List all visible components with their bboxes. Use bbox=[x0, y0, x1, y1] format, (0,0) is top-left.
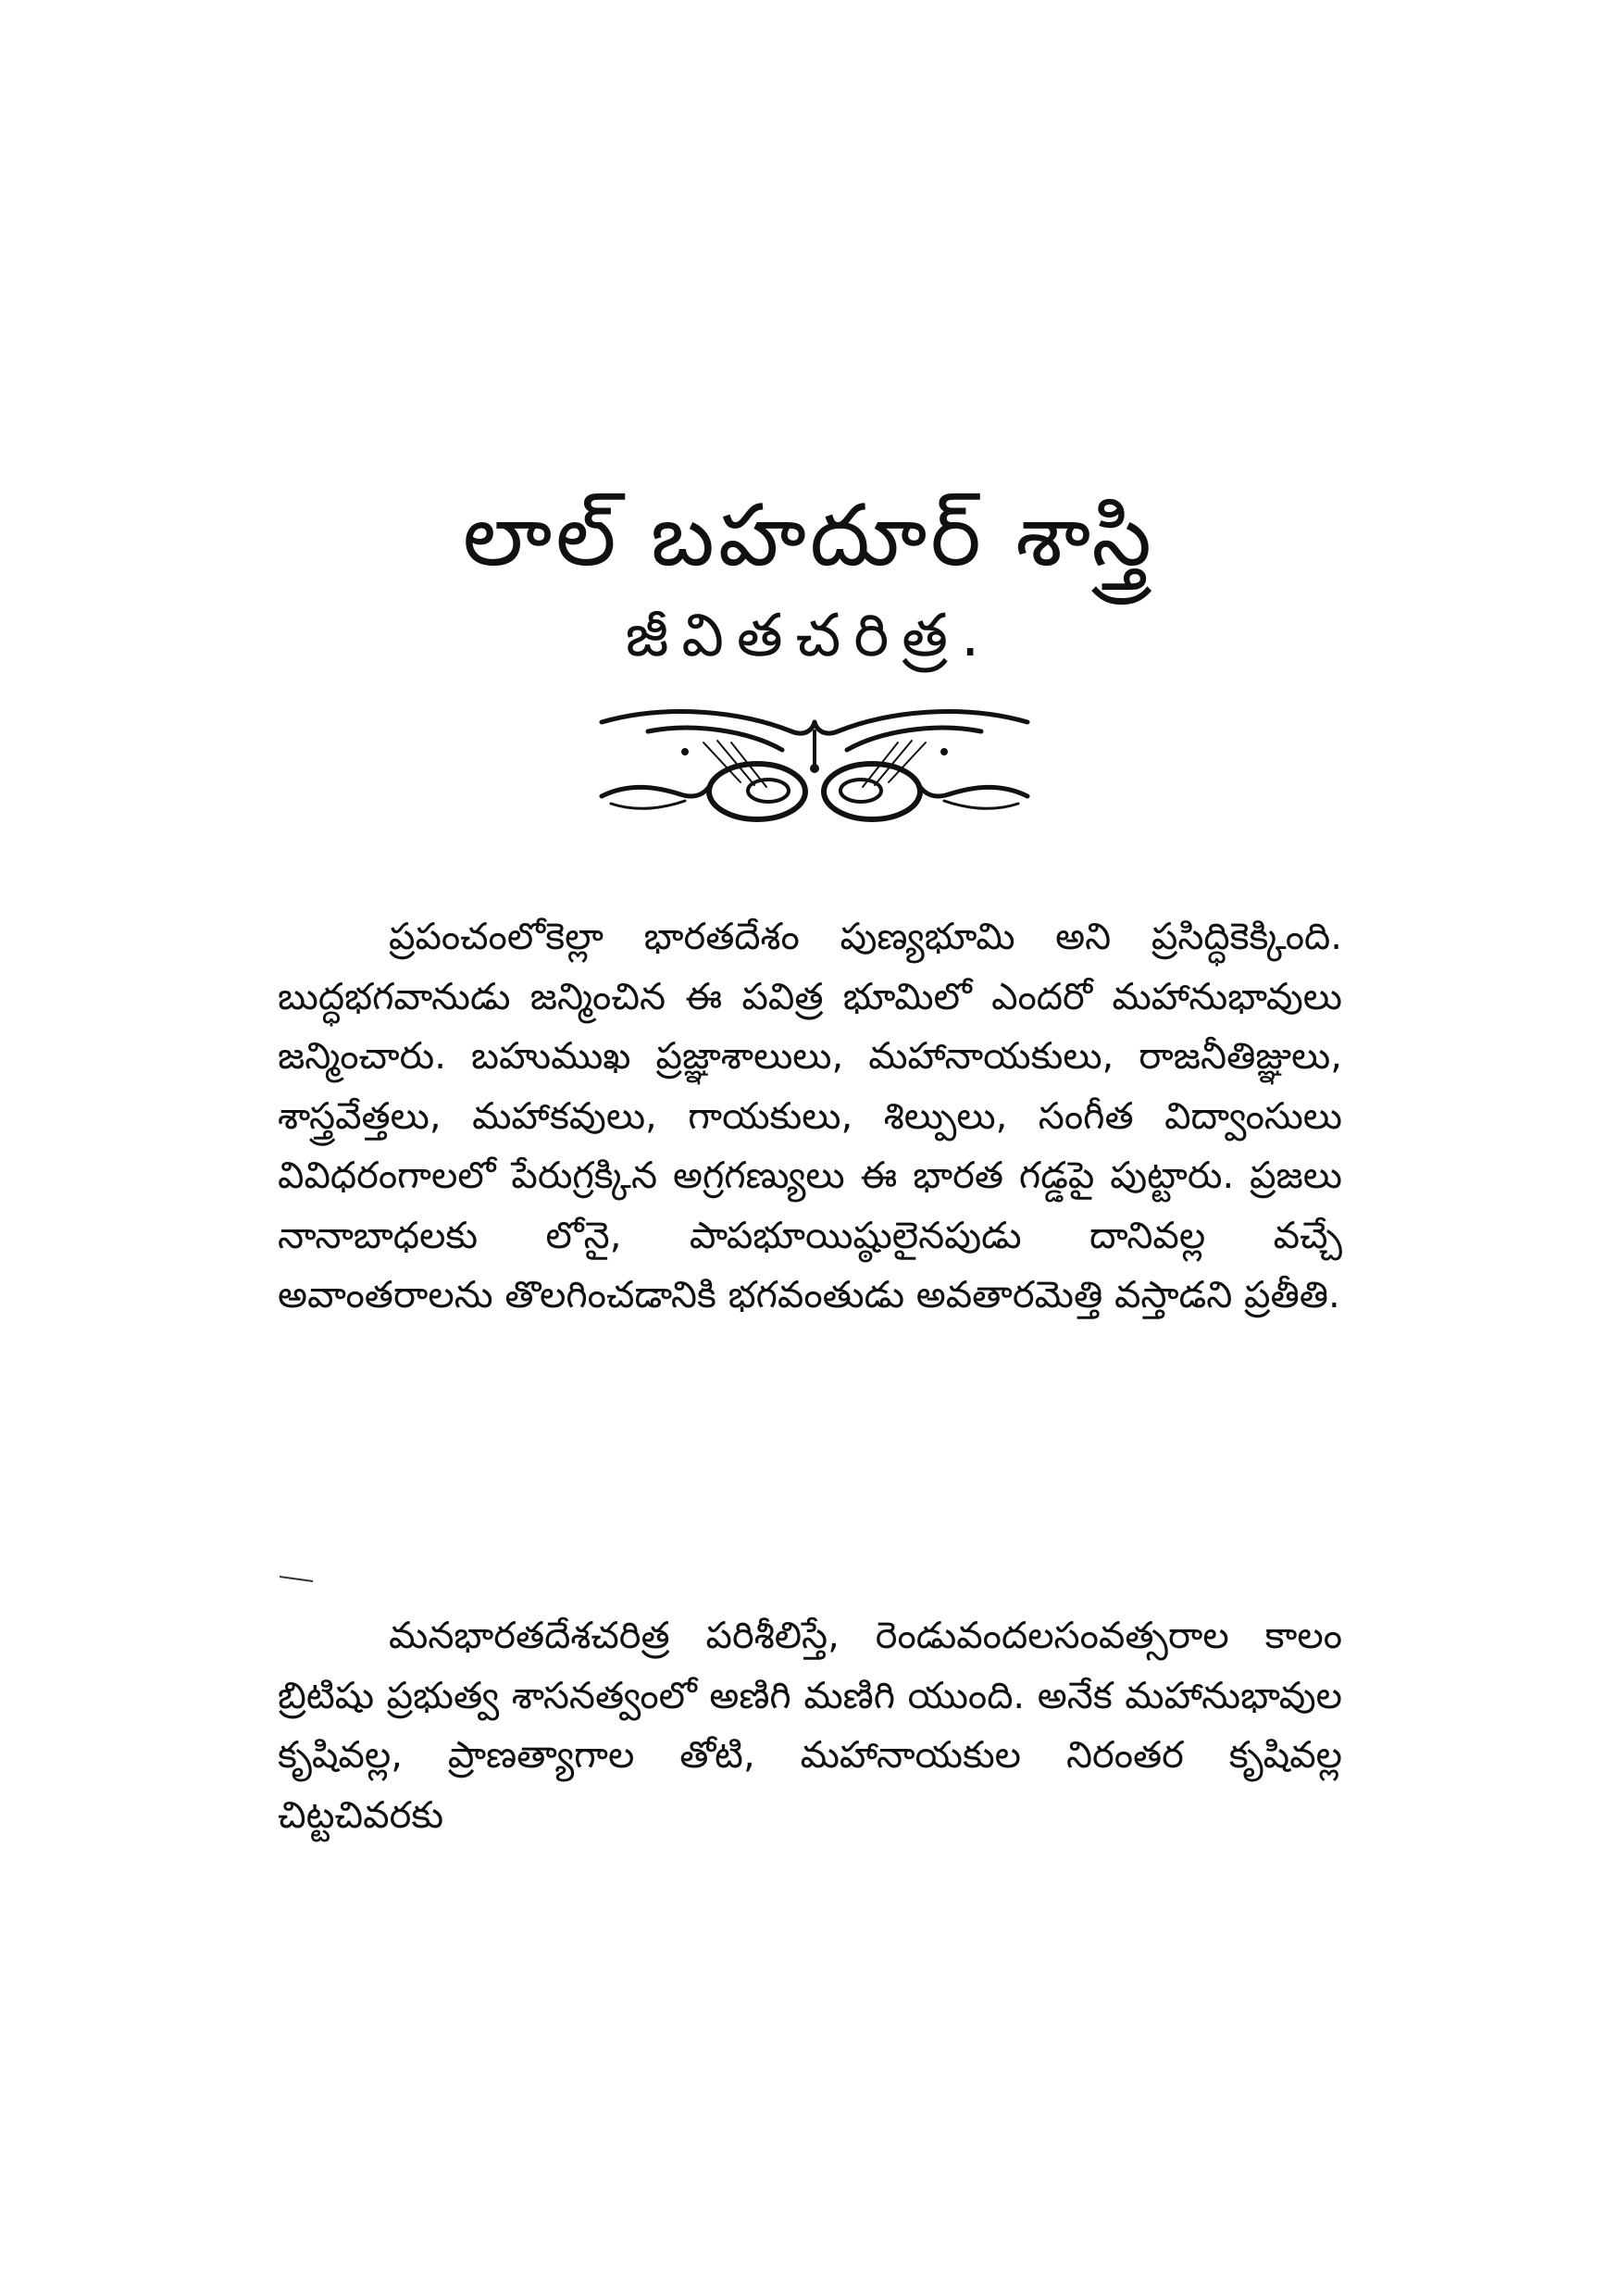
stray-mark bbox=[280, 1574, 317, 1583]
page-subtitle: జీవితచరిత్ర. bbox=[625, 602, 993, 670]
decorative-flourish-icon bbox=[592, 694, 1037, 833]
page-title: లాల్ బహదూర్ శాస్త్రి bbox=[463, 485, 1155, 585]
paragraph-2: మనభారతదేశచరిత్ర పరిశీలిస్తే, రెండువందలసంవత్సరాల కాలం బ్రిటిషు ప్రభుత్వ శాసనత్వంలో అణిగి మణిగి యుంది. అనేక మహానుభావుల కృషివల్ల, ప్రాణత్యాగాల తోటి, మహానాయకుల నిరంతర కృషివల్ల చిట్టచివరకు bbox=[278, 1615, 1342, 1837]
paragraph-1: ప్రపంచంలోకెల్లా భారతదేశం పుణ్యభూమి అని ప్రసిద్ధికెక్కింది. బుద్ధభగవానుడు జన్మించిన ఈ పవిత్ర భూమిలో ఎందరో మహానుభావులు జన్మించారు. బహుముఖ ప్రజ్ఞాశాలులు, మహానాయకులు, రాజనీతిజ్ఞులు, శాస్త్రవేత్తలు, మహాకవులు, గాయకులు, శిల్పులు, సంగీత విద్వాంసులు వివిధరంగాలలో పేరుగ్రక్కిన అగ్రగణ్యులు ఈ భారత గడ్డపై పుట్టారు. ప్రజలు నానాబాధలకు లోనై, పాపభూయిష్ఠులైనపుడు దానివల్ల వచ్చే అవాంతరాలను తొలగించడానికి భగవంతుడు అవతారమెత్తి వస్తాడని ప్రతీతి. bbox=[278, 916, 1342, 1316]
